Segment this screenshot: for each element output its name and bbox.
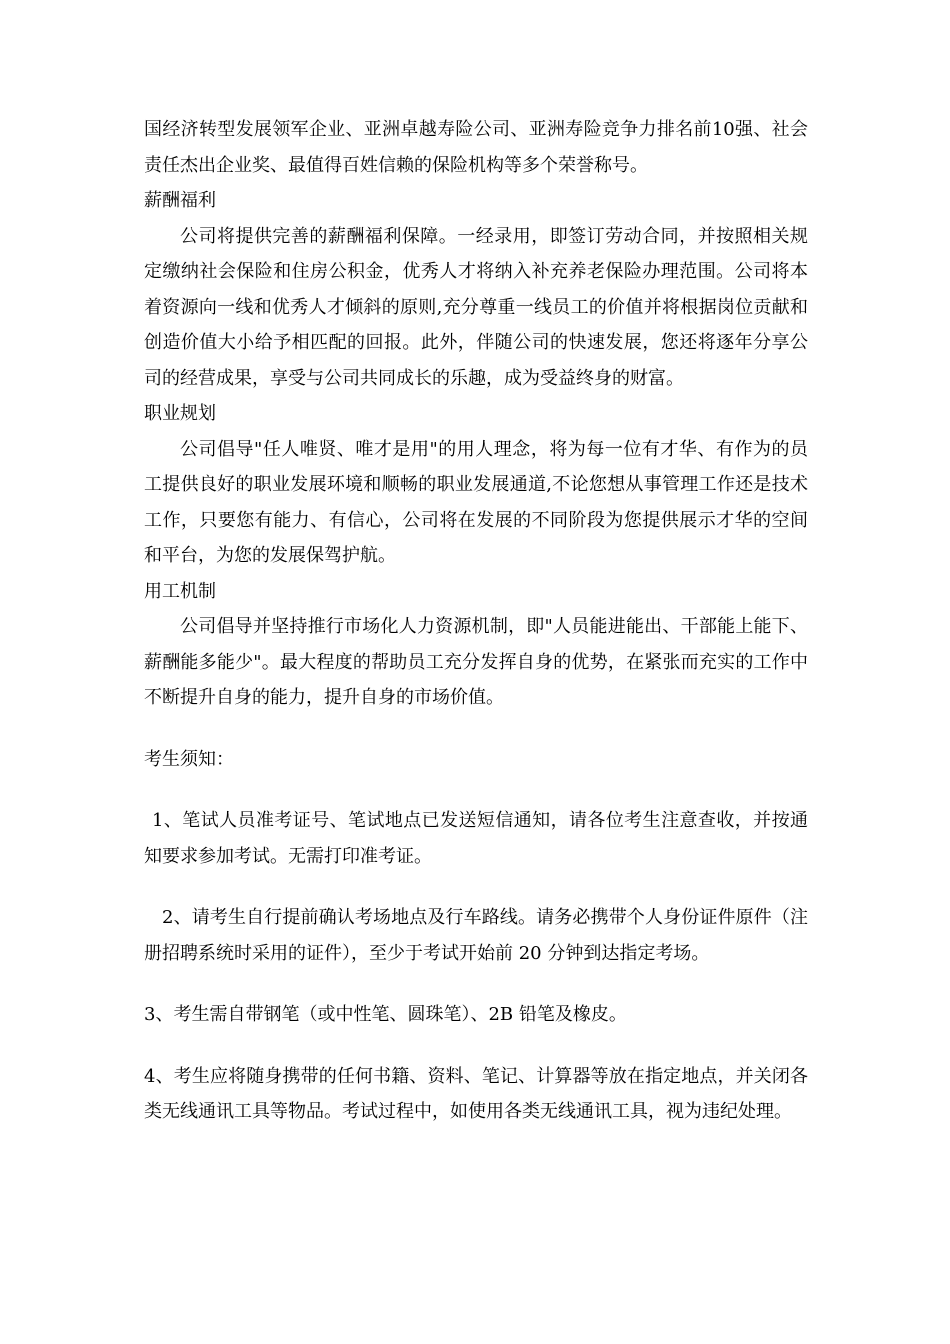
notice-heading: 考生须知： (144, 748, 234, 770)
section-employment-mechanism (144, 574, 808, 716)
section-career-planning (144, 396, 808, 574)
section-heading-salary: 薪酬福利 (144, 190, 216, 211)
section-heading-career: 职业规划 (144, 403, 216, 424)
document-page (144, 112, 808, 1130)
section-heading-employment: 用工机制 (144, 580, 216, 602)
notice-item: 1、笔试人员准考证号、笔试地点已发送短信通知，请各位考生注意查收，并按通知要求参加考试。无需打印准考证。 (144, 810, 808, 867)
section-body-career: 公司倡导"任人唯贤、唯才是用"的用人理念，将为每一位有才华、有作为的员工提供良好的职业发展环境和顺畅的职业发展通道,不论您想从事管理工作还是技术工作，只要您有能力、有信心，公司将在发展的不同阶段为您提供展示才华的空间和平台，为您的发展保驾护航。 (144, 438, 808, 566)
section-salary-benefits (144, 183, 808, 396)
section-body-employment: 公司倡导并坚持推行市场化人力资源机制，即"人员能进能出、干部能上能下、薪酬能多能少"。最大程度的帮助员工充分发挥自身的优势，在紧张而充实的工作中不断提升自身的能力，提升自身的市场价值。 (144, 616, 808, 708)
notice-item: 4、考生应将随身携带的任何书籍、资料、笔记、计算器等放在指定地点，并关闭各类无线通讯工具等物品。考试过程中，如使用各类无线通讯工具，视为违纪处理。 (144, 1065, 808, 1122)
notice-item: 2、请考生自行提前确认考场地点及行车路线。请务必携带个人身份证件原件（注册招聘系统时采用的证件），至少于考试开始前 20 分钟到达指定考场。 (144, 907, 808, 964)
exam-notice (144, 742, 808, 1130)
section-body-salary: 公司将提供完善的薪酬福利保障。一经录用，即签订劳动合同，并按照相关规定缴纳社会保险和住房公积金，优秀人才将纳入补充养老保险办理范围。公司将本着资源向一线和优秀人才倾斜的原则,充分尊重一线员工的价值并将根据岗位贡献和创造价值大小给予相匹配的回报。此外，伴随公司的快速发展，您还将逐年分享公司的经营成果，享受与公司共同成长的乐趣，成为受益终身的财富。 (144, 225, 808, 389)
intro-paragraph: 国经济转型发展领军企业、亚洲卓越寿险公司、亚洲寿险竞争力排名前10强、社会责任杰出企业奖、最值得百姓信赖的保险机构等多个荣誉称号。 (144, 119, 808, 176)
notice-item: 3、考生需自带钢笔（或中性笔、圆珠笔）、2B 铅笔及橡皮。 (144, 1004, 627, 1025)
